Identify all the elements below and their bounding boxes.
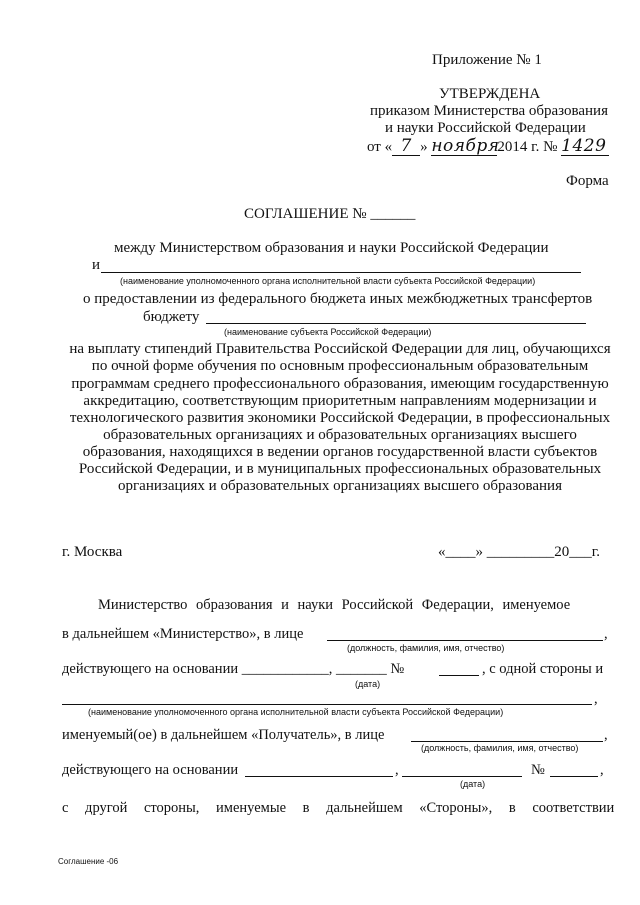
caption-date: (дата) — [355, 679, 381, 689]
approved-label: УТВЕРЖДЕНА — [439, 86, 541, 102]
representative-blank — [327, 640, 603, 641]
para2-line2: действующего на основании — [62, 762, 239, 778]
order-date-line — [367, 137, 609, 156]
purpose-line: на выплату стипендий Правительства Российской Федерации для лиц, обучающихся — [69, 341, 611, 357]
caption-date-2: (дата) — [460, 779, 486, 789]
handwritten-month: ноября — [431, 136, 500, 156]
purpose-line: Российской Федерации, и в муниципальных профессиональных образовательных — [78, 461, 602, 477]
caption-authority-2: (наименование уполномоченного органа исполнительной власти субъекта Российской Федерации) — [88, 707, 504, 717]
subject-blank — [206, 323, 586, 324]
appendix-label: Приложение № 1 — [432, 52, 542, 68]
year-text: 2014 г. № — [497, 139, 558, 155]
para1-line2: в дальнейшем «Министерство», в лице — [62, 626, 304, 642]
form-label: Форма — [566, 173, 609, 189]
purpose-line: образования, находящихся в ведении органов государственной власти субъектов — [82, 444, 598, 460]
order-line-1: приказом Министерства образования — [370, 103, 608, 119]
purpose-line: организациях и образовательных организациях высшего образования — [118, 478, 562, 494]
para1-line3a: действующего на основании ____________, _______ № — [62, 661, 405, 677]
handwritten-number: 1429 — [561, 137, 609, 156]
authority-blank — [101, 272, 581, 273]
handwritten-day: 7 — [392, 137, 420, 156]
purpose-line: программам среднего профессионального образования, имеющим государственную — [71, 376, 609, 392]
purpose-line: технологического развития экономики Российской Федерации, в профессиональных — [69, 410, 611, 426]
para2-line1: именуемый(ое) в дальнейшем «Получатель», в лице — [62, 727, 385, 743]
purpose-line: аккредитацию, соответствующим приоритетным направлениям модернизации и — [83, 393, 597, 409]
order-line-2: и науки Российской Федерации — [385, 120, 586, 136]
number-blank-2 — [550, 776, 598, 777]
date-blank-2 — [402, 776, 522, 777]
agreement-title: СОГЛАШЕНИЕ № ______ — [244, 206, 416, 222]
para1-line1: Министерство образования и науки Российской Федерации, именуемое — [98, 597, 571, 613]
purpose-line: по очной форме обучения по основным профессиональным образовательным — [91, 358, 589, 374]
between-line: между Министерством образования и науки Российской Федерации — [114, 240, 549, 256]
date-blank: «____» _________20___г. — [438, 544, 600, 560]
purpose-line: образовательных организациях и образовательных организациях высшего — [103, 427, 577, 443]
number-blank — [439, 675, 479, 676]
representative-blank-2 — [411, 741, 603, 742]
caption-subject: (наименование субъекта Российской Федерации) — [224, 327, 432, 337]
comma: , — [594, 691, 598, 707]
date-mid: » — [420, 139, 428, 155]
basis-blank — [245, 776, 393, 777]
date-prefix: от « — [367, 139, 393, 155]
and-prefix: и — [92, 257, 101, 273]
comma: , — [600, 762, 604, 778]
caption-position: (должность, фамилия, имя, отчество) — [347, 643, 505, 653]
recipient-blank — [62, 704, 592, 705]
para1-line3b: , с одной стороны и — [482, 661, 604, 677]
city-label: г. Москва — [62, 544, 123, 560]
comma: , — [604, 626, 608, 642]
budget-prefix: бюджету — [143, 309, 200, 325]
provision-line: о предоставлении из федерального бюджета иных межбюджетных трансфертов — [83, 291, 593, 307]
para3-line: с другой стороны, именуемые в дальнейшем «Стороны», в соответствии — [62, 800, 615, 816]
caption-position-2: (должность, фамилия, имя, отчество) — [421, 743, 579, 753]
footer-label: Соглашение -06 — [58, 857, 119, 866]
comma: , — [604, 727, 608, 743]
caption-authority: (наименование уполномоченного органа исполнительной власти субъекта Российской Федерации) — [120, 276, 536, 286]
comma: , — [395, 762, 399, 778]
number-sign: № — [531, 762, 545, 778]
